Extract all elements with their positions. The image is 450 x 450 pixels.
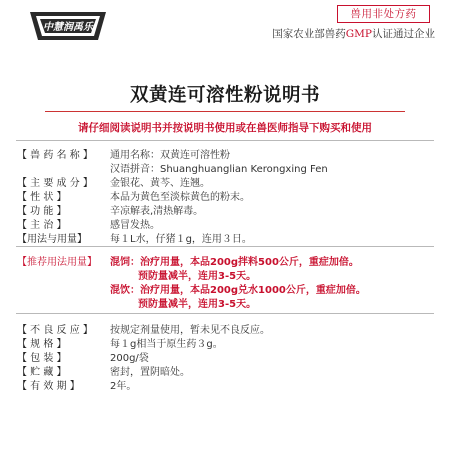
- field-value-appearance: 本品为黄色至淡棕黄色的粉末。: [110, 192, 250, 203]
- field-value-pinyin: 汉语拼音：Shuanghuanglian Kerongxing Fen: [110, 164, 328, 175]
- field-label-appearance: 【 性 状 】: [17, 192, 67, 203]
- section-divider: [16, 246, 434, 247]
- field-value-package: 200g/袋: [110, 353, 149, 364]
- field-value-generic-name: 通用名称：双黄连可溶性粉: [110, 150, 230, 161]
- field-label-recommended-dosage: 【推荐用法用量】: [17, 257, 97, 268]
- field-label-adverse-reactions: 【 不 良 反 应 】: [17, 325, 93, 336]
- field-value-function: 辛凉解表,清热解毒。: [110, 206, 204, 217]
- recommended-water-dosage: 混饮：治疗用量，本品200g兑水1000公斤，重症加倍。: [110, 285, 366, 296]
- field-label-package: 【 包 装 】: [17, 353, 67, 364]
- field-value-dosage: 每１L水，仔猪１g，连用３日。: [110, 234, 252, 245]
- gmp-certification: [272, 26, 435, 41]
- field-value-adverse-reactions: 按规定剂量使用，暂未见不良反应。: [110, 325, 270, 336]
- field-value-shelf-life: 2年。: [110, 381, 137, 392]
- gmp-suffix: 认证通过企业: [372, 28, 435, 40]
- field-label-drug-name: 【 兽 药 名 称 】: [17, 150, 93, 161]
- field-label-function: 【 功 能 】: [17, 206, 67, 217]
- recommended-water-prevention: 预防量减半，连用3-5天。: [138, 299, 257, 310]
- title-divider: [45, 111, 405, 112]
- field-label-dosage: 【用法与用量】: [17, 234, 87, 245]
- document-title: 双黄连可溶性粉说明书: [129, 85, 320, 106]
- usage-notice: 请仔细阅读说明书并按说明书使用或在兽医师指导下购买和使用: [78, 122, 372, 134]
- field-label-ingredients: 【 主 要 成 分 】: [17, 178, 93, 189]
- field-label-indication: 【 主 治 】: [17, 220, 67, 231]
- otc-vet-badge: 兽用非处方药: [337, 5, 430, 23]
- brand-logo: [26, 10, 110, 42]
- gmp-prefix: 国家农业部兽药: [272, 28, 346, 40]
- field-label-storage: 【 贮 藏 】: [17, 367, 67, 378]
- logo-text: 中慧润禹乐: [43, 22, 93, 33]
- field-value-ingredients: 金银花、黄芩、连翘。: [110, 178, 210, 189]
- recommended-feed-prevention: 预防量减半，连用3-5天。: [138, 271, 257, 282]
- field-label-specification: 【 规 格 】: [17, 339, 67, 350]
- field-value-indication: 感冒发热。: [110, 220, 160, 231]
- section-divider: [16, 313, 434, 314]
- section-divider: [16, 140, 434, 141]
- field-value-storage: 密封，置阴暗处。: [110, 367, 190, 378]
- recommended-feed-dosage: 混饲：治疗用量，本品200g拌料500公斤，重症加倍。: [110, 257, 359, 268]
- field-label-shelf-life: 【 有 效 期 】: [17, 381, 80, 392]
- gmp-highlight: GMP: [345, 28, 372, 40]
- field-value-specification: 每１g相当于原生药３g。: [110, 339, 223, 350]
